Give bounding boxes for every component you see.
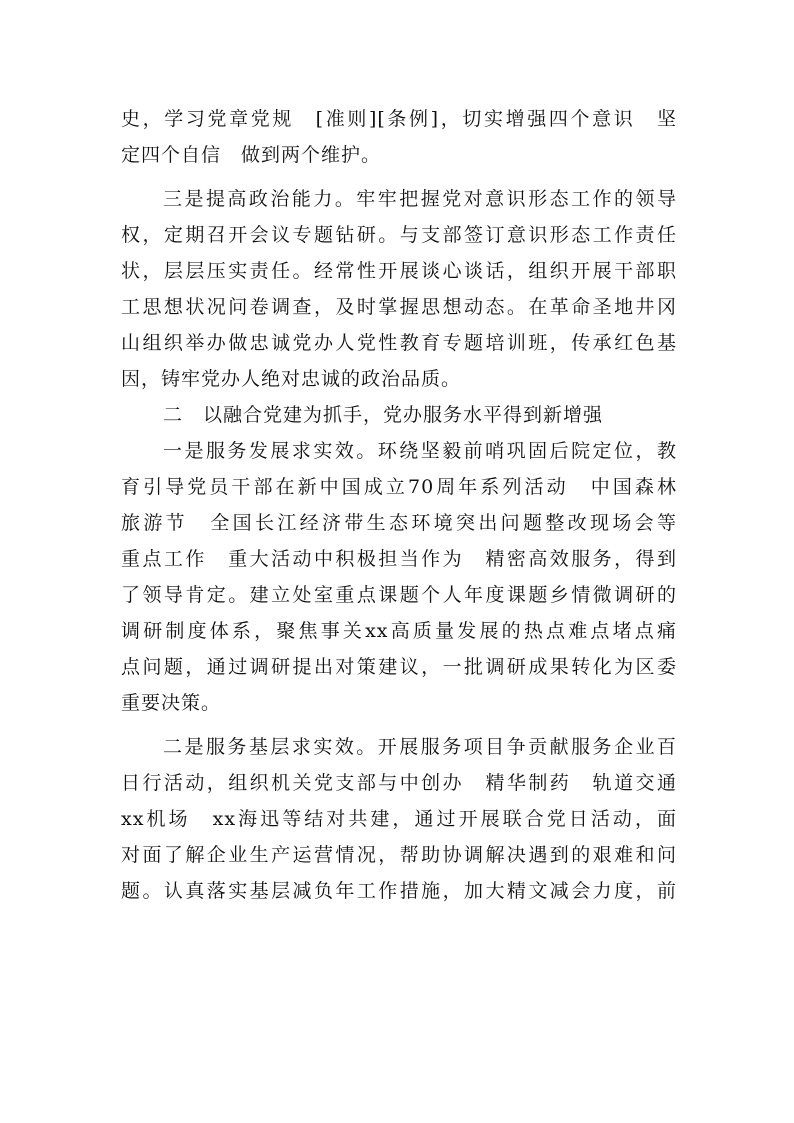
text-line: 权，定期召开会议专题钻研。与支部签订意识形态工作责任: [121, 224, 677, 246]
text-line: 重要决策。: [121, 692, 222, 714]
text-line: 日行活动，组织机关党支部与中创办 精华制药 轨道交通: [121, 772, 677, 794]
text-line: 育引导党员干部在新中国成立70周年系列活动 中国森林: [121, 476, 677, 498]
text-line: 对面了解企业生产运营情况，帮助协调解决遇到的艰难和问: [121, 844, 677, 866]
paragraph-2: [121, 181, 677, 397]
text-line: 点问题，通过调研提出对策建议，一批调研成果转化为区委: [121, 656, 677, 678]
text-line: 调研制度体系，聚焦事关xx高质量发展的热点难点堵点痛: [121, 620, 677, 642]
paragraph-4: [121, 729, 677, 909]
text-line: 二是服务基层求实效。开展服务项目争贡献服务企业百: [163, 736, 677, 758]
text-line: 旅游节 全国长江经济带生态环境突出问题整改现场会等: [121, 512, 677, 534]
text-line: 状，层层压实责任。经常性开展谈心谈话，组织开展干部职: [121, 260, 677, 282]
text-line: 山组织举办做忠诚党办人党性教育专题培训班，传承红色基: [121, 332, 677, 354]
paragraph-1: [121, 101, 677, 173]
text-line: 一是服务发展求实效。环绕坚毅前哨巩固后院定位，教: [163, 440, 677, 462]
text-line: 史，学习党章党规 [准则][条例]，切实增强四个意识 坚: [121, 108, 677, 130]
text-line: 因，铸牢党办人绝对忠诚的政治品质。: [121, 368, 462, 390]
text-line: 三是提高政治能力。牢牢把握党对意识形态工作的领导: [163, 188, 677, 210]
text-line: 重点工作 重大活动中积极担当作为 精密高效服务，得到: [121, 548, 677, 570]
text-line: 定四个自信 做到两个维护。: [121, 144, 382, 166]
text-line: 了领导肯定。建立处室重点课题个人年度课题乡情微调研的: [121, 584, 677, 606]
text-line: 二 以融合党建为抓手，党办服务水平得到新增强: [163, 404, 604, 426]
text-line: 题。认真落实基层减负年工作措施，加大精文减会力度，前: [121, 880, 677, 902]
paragraph-3: [121, 433, 677, 721]
section-heading: [121, 397, 677, 433]
text-line: 工思想状况问卷调查，及时掌握思想动态。在革命圣地井冈: [121, 296, 677, 318]
document-body: [121, 101, 677, 909]
text-line: xx机场 xx海迅等结对共建，通过开展联合党日活动，面: [121, 808, 677, 830]
